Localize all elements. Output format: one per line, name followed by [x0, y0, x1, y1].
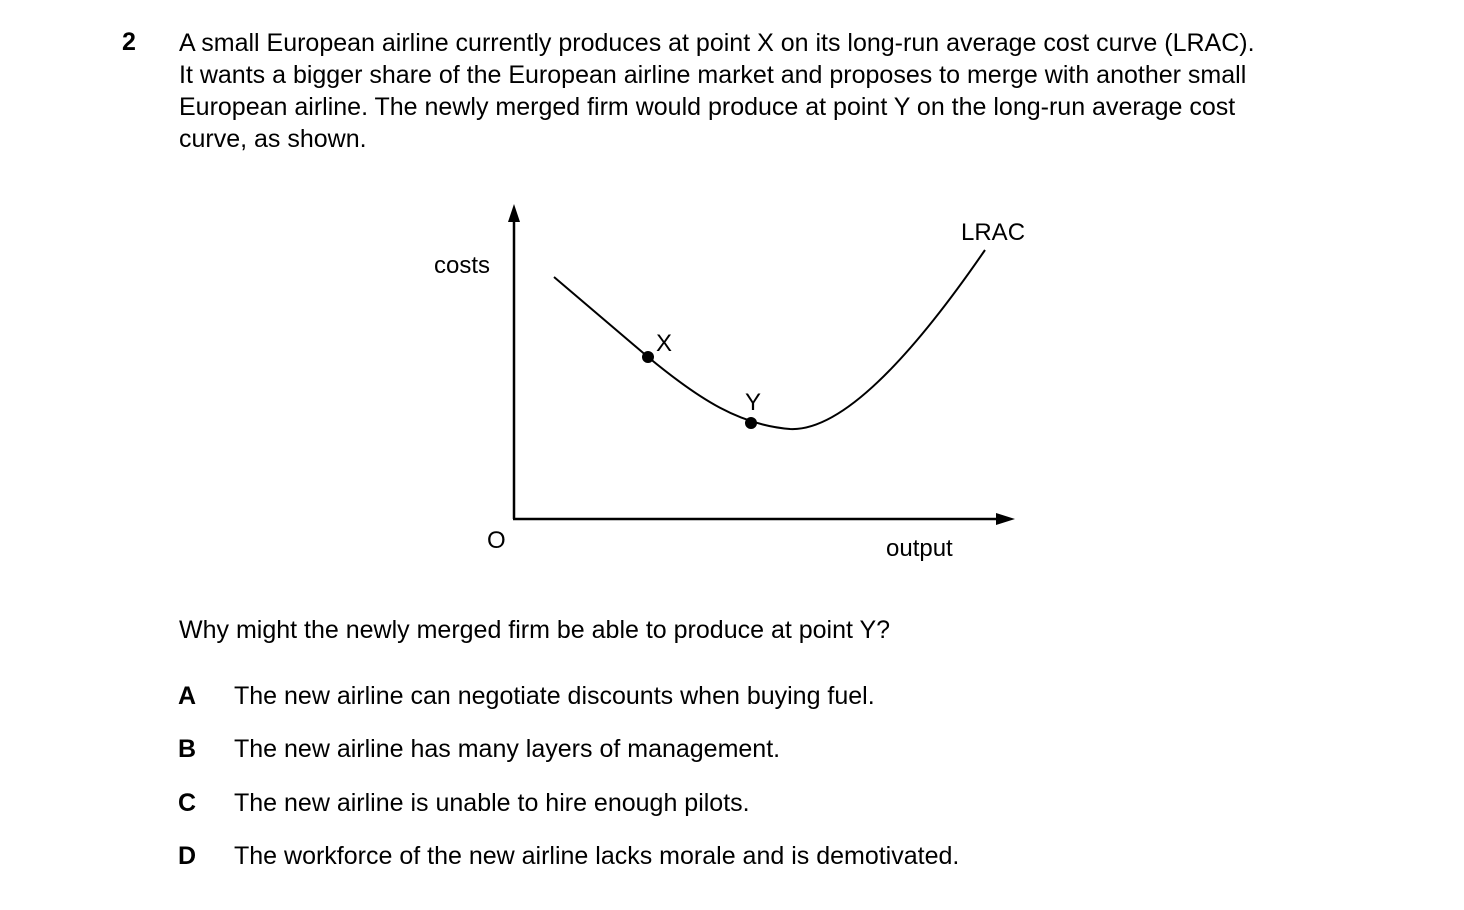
stem-line-4: curve, as shown.: [179, 125, 367, 153]
point-y-label: Y: [745, 389, 762, 416]
option-d[interactable]: [178, 842, 959, 871]
option-a-letter: A: [178, 682, 197, 710]
option-a-text: The new airline can negotiate discounts when buying fuel.: [234, 682, 875, 710]
origin-label: O: [487, 527, 506, 554]
point-x-marker: [642, 351, 654, 363]
question-prompt: Why might the newly merged firm be able to produce at point Y?: [179, 616, 891, 644]
option-b-text: The new airline has many layers of management.: [234, 735, 781, 763]
option-b-letter: B: [178, 735, 197, 763]
option-d-text: The workforce of the new airline lacks morale and is demotivated.: [234, 842, 960, 870]
option-d-letter: D: [178, 842, 197, 870]
lrac-label: LRAC: [961, 219, 1026, 246]
lrac-curve: [554, 250, 985, 429]
stem-line-1: A small European airline currently produces at point X on its long-run average cost curve (LRAC).: [179, 29, 1255, 57]
stem-line-3: European airline. The newly merged firm would produce at point Y on the long-run average cost: [179, 93, 1236, 121]
question-number: 2: [122, 28, 136, 56]
point-x-label: X: [656, 330, 673, 357]
y-axis-arrowhead: [508, 204, 520, 222]
option-c[interactable]: [178, 789, 750, 818]
point-y-marker: [745, 417, 757, 429]
option-b[interactable]: [178, 735, 780, 764]
x-axis-arrowhead: [996, 513, 1015, 525]
option-a[interactable]: [178, 682, 875, 711]
option-c-text: The new airline is unable to hire enough pilots.: [234, 789, 750, 817]
x-axis-label: output: [886, 535, 953, 562]
option-c-letter: C: [178, 789, 197, 817]
stem-line-2: It wants a bigger share of the European airline market and proposes to merge with another small: [179, 61, 1247, 89]
y-axis-label: costs: [434, 252, 491, 279]
